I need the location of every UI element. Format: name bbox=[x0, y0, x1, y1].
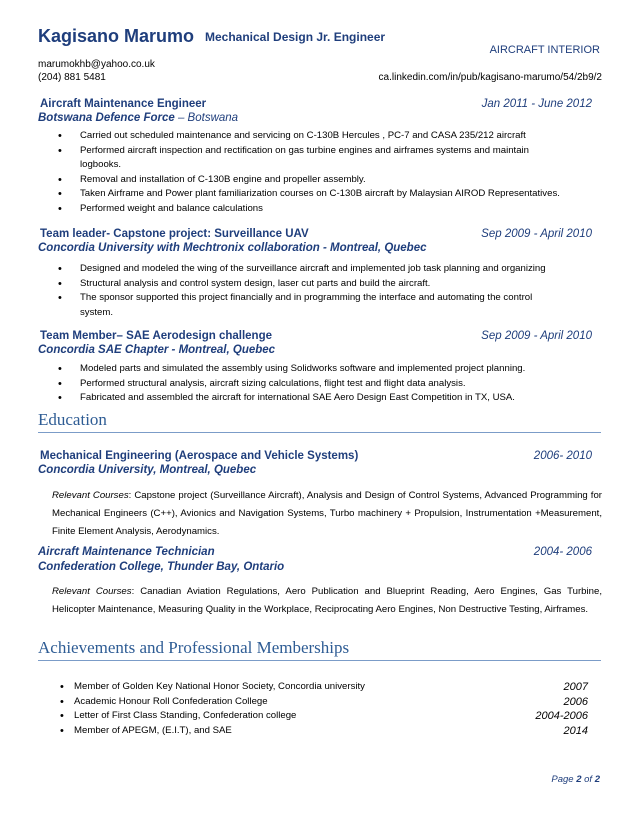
exp-dates: Sep 2009 - April 2010 bbox=[481, 228, 592, 240]
list-item: • Designed and modeled the wing of the surveillance aircraft and implemented job task planning and organizing bbox=[52, 262, 546, 277]
edu-degree: Aircraft Maintenance Technician bbox=[38, 546, 215, 558]
list-item: • Performed aircraft inspection and rectification on gas turbine engines and airframes systems and maintain bbox=[52, 144, 560, 159]
section-divider bbox=[38, 660, 601, 661]
page-number: Page 2 of 2 bbox=[551, 774, 600, 785]
list-item: • Academic Honour Roll Confederation College 2006 bbox=[38, 695, 588, 710]
edu-degree: Mechanical Engineering (Aerospace and Vehicle Systems) bbox=[40, 450, 359, 462]
edu-school: Confederation College, Thunder Bay, Ontario bbox=[38, 561, 285, 573]
achievements-list bbox=[38, 680, 588, 738]
list-item: • Removal and installation of C-130B engine and propeller assembly. bbox=[52, 173, 560, 188]
phone: (204) 881 5481 bbox=[38, 72, 106, 83]
exp-bullets bbox=[52, 262, 546, 320]
edu-school: Concordia University, Montreal, Quebec bbox=[38, 464, 257, 476]
list-item: logbooks. bbox=[80, 159, 122, 171]
exp-org: Concordia University with Mechtronix collaboration - Montreal, Quebec bbox=[38, 242, 427, 254]
exp-bullets bbox=[52, 362, 525, 406]
list-item: • Taken Airframe and Power plant familiarization courses on C-130B aircraft by Malaysian AIROD Representatives. bbox=[52, 187, 560, 202]
edu-courses: Relevant Courses: Canadian Aviation Regulations, Aero Publication and Blueprint Reading, Aero Engines, Gas Turbine, Helicopter Maintenance, Measuring Quality in the Workplace, Reciprocating Aero Engines, Non Destructive Testing, Airframes. bbox=[52, 586, 602, 615]
list-item: • Member of Golden Key National Honor Society, Concordia university 2007 bbox=[38, 680, 588, 695]
sector-label: AIRCRAFT INTERIOR bbox=[489, 44, 600, 56]
exp-role: Team Member– SAE Aerodesign challenge bbox=[40, 330, 272, 342]
exp-dates: Sep 2009 - April 2010 bbox=[481, 330, 592, 342]
list-item: • Fabricated and assembled the aircraft for international SAE Aero Design East Competition in TX, USA. bbox=[52, 391, 525, 406]
list-item: • Performed weight and balance calculations bbox=[52, 202, 560, 217]
email: marumokhb@yahoo.co.uk bbox=[38, 59, 155, 70]
edu-dates: 2006- 2010 bbox=[533, 450, 592, 462]
exp-role: Team leader- Capstone project: Surveillance UAV bbox=[40, 228, 309, 240]
list-item: • Modeled parts and simulated the assembly using Solidworks software and implemented project planning. bbox=[52, 362, 525, 377]
achievements-heading: Achievements and Professional Memberships bbox=[38, 638, 350, 657]
exp-bullets bbox=[52, 129, 560, 217]
list-item: • Letter of First Class Standing, Confederation college 2004-2006 bbox=[38, 709, 588, 724]
exp-dates: Jan 2011 - June 2012 bbox=[481, 98, 592, 110]
section-divider bbox=[38, 432, 601, 433]
edu-dates: 2004- 2006 bbox=[533, 546, 592, 558]
list-item: • Performed structural analysis, aircraft sizing calculations, flight test and flight data analysis. bbox=[52, 377, 525, 392]
edu-courses: Relevant Courses: Capstone project (Surveillance Aircraft), Analysis and Design of Control Systems, Advanced Programming for Mechanical Engineers (C++), Avionics and Navigation Systems, Turbo machinery + Propulsion, Instrumentation +Measurement, Finite Element Analysis, Aerodynamics. bbox=[52, 490, 602, 537]
education-heading: Education bbox=[38, 410, 107, 429]
linkedin-url: ca.linkedin.com/in/pub/kagisano-marumo/54/2b9/2 bbox=[378, 72, 602, 83]
exp-org: Botswana Defence Force – Botswana bbox=[38, 112, 239, 124]
list-item: • Structural analysis and control system design, laser cut parts and build the aircraft. bbox=[52, 277, 546, 292]
list-item: • The sponsor supported this project financially and in programming the interface and automating the control bbox=[52, 291, 546, 306]
list-item: • Member of APEGM, (E.I.T), and SAE 2014 bbox=[38, 724, 588, 739]
list-item: system. bbox=[80, 306, 114, 318]
list-item: • Carried out scheduled maintenance and servicing on C-130B Hercules , PC-7 and CASA 235/212 aircraft bbox=[52, 129, 560, 144]
candidate-name: Kagisano Marumo bbox=[38, 26, 195, 46]
job-title: Mechanical Design Jr. Engineer bbox=[205, 30, 386, 44]
exp-role: Aircraft Maintenance Engineer bbox=[40, 98, 207, 110]
exp-org: Concordia SAE Chapter - Montreal, Quebec bbox=[38, 344, 276, 356]
